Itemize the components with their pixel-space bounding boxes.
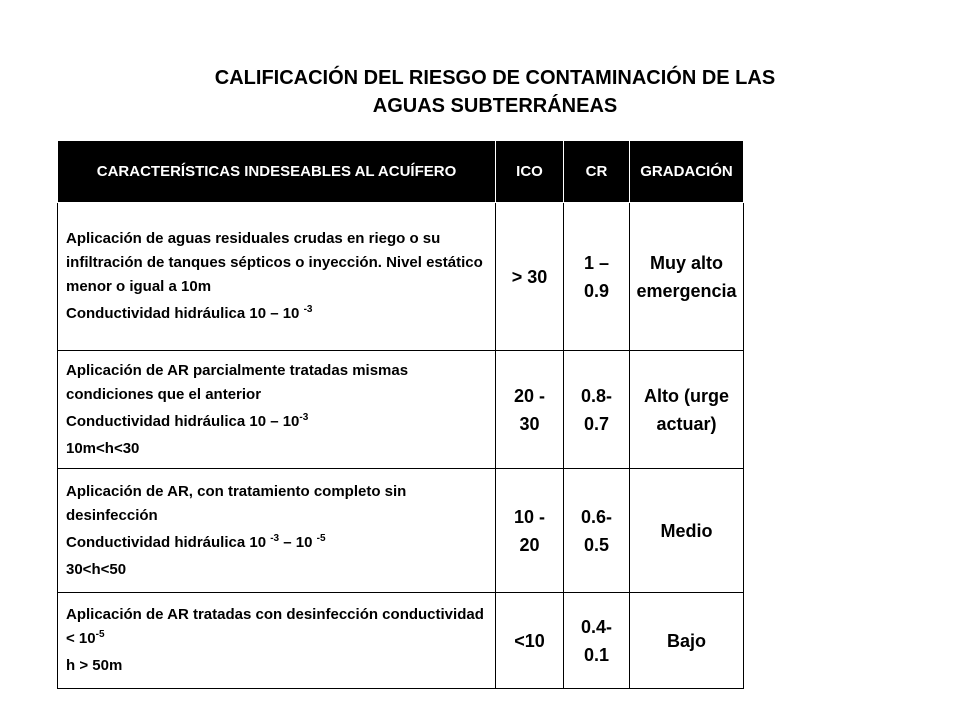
exponent: -5 bbox=[316, 532, 326, 544]
ico-value: 20 - 30 bbox=[496, 351, 564, 469]
conductivity-text: Conductividad hidráulica 10 $^{-3}$ – 10 $^{-5}$ bbox=[66, 532, 326, 551]
description-text: Aplicación de AR tratadas con desinfección conductividad < $10^{-5}$ bbox=[66, 606, 484, 647]
header-cr: CR bbox=[564, 141, 630, 203]
header-ico: ICO bbox=[496, 141, 564, 203]
conductivity-text: Conductividad hidráulica 10 – 10 $^{-3}$ bbox=[66, 304, 313, 322]
page-title bbox=[0, 64, 960, 120]
table-row bbox=[58, 203, 744, 351]
table-row bbox=[58, 469, 744, 593]
header-characteristics: CARACTERÍSTICAS INDESEABLES AL ACUÍFERO bbox=[58, 141, 496, 203]
depth-text: 10m<h<30 bbox=[66, 439, 140, 457]
risk-table bbox=[57, 140, 744, 689]
ico-value: <10 bbox=[496, 593, 564, 689]
title-line-1: CALIFICACIÓN DEL RIESGO DE CONTAMINACIÓN DE LAS bbox=[214, 67, 776, 89]
row-description bbox=[58, 593, 496, 689]
conductivity-text: Conductividad hidráulica $10 - 10^{-3}$ bbox=[66, 411, 309, 430]
cr-value: 1 – 0.9 bbox=[564, 203, 630, 351]
exponent: -3 bbox=[299, 411, 309, 423]
gradacion-value: Muy alto emergencia bbox=[630, 203, 744, 351]
depth-text: h > 50m bbox=[66, 657, 123, 674]
ico-value: > 30 bbox=[496, 203, 564, 351]
header-gradacion: GRADACIÓN bbox=[630, 141, 744, 203]
cr-value: 0.6-0.5 bbox=[564, 469, 630, 593]
title-line-2: AGUAS SUBTERRÁNEAS bbox=[372, 95, 618, 117]
row-description bbox=[58, 203, 496, 351]
cr-value: 0.8- 0.7 bbox=[564, 351, 630, 469]
gradacion-value: Bajo bbox=[630, 593, 744, 689]
row-description bbox=[58, 351, 496, 469]
description-text: Aplicación de AR, con tratamiento completo sin desinfección bbox=[66, 482, 407, 524]
depth-text: 30<h<50 bbox=[66, 560, 127, 578]
ico-value: 10 - 20 bbox=[496, 469, 564, 593]
exponent: -5 bbox=[95, 629, 105, 640]
row-description bbox=[58, 469, 496, 593]
description-text: Aplicación de aguas residuales crudas en riego o su infiltración de tanques sépticos o inyección. Nivel estático menor o igual a 10m bbox=[66, 230, 483, 295]
gradacion-value: Medio bbox=[630, 469, 744, 593]
description-text: Aplicación de AR parcialmente tratadas mismas condiciones que el anterior bbox=[66, 361, 409, 403]
table-row bbox=[58, 593, 744, 689]
exponent: -3 bbox=[270, 532, 280, 544]
cr-value: 0.4-0.1 bbox=[564, 593, 630, 689]
header-row bbox=[58, 141, 744, 203]
exponent: -3 bbox=[303, 304, 313, 315]
gradacion-value: Alto (urge actuar) bbox=[630, 351, 744, 469]
table-row bbox=[58, 351, 744, 469]
